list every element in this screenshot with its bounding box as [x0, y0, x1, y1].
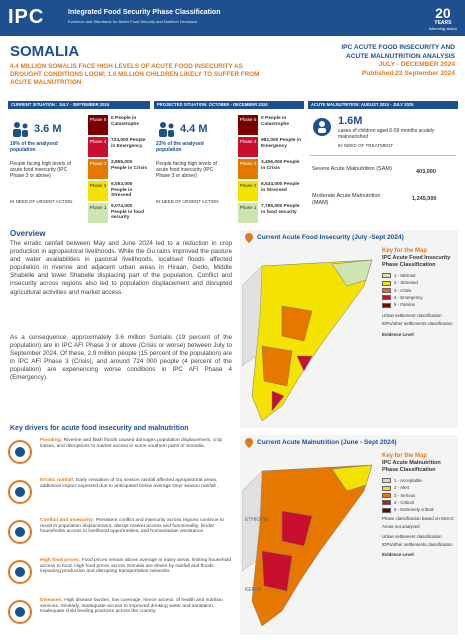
phase-label: Phase 3	[88, 159, 108, 179]
map2-key-sub: IPC Acute Malnutrition Phase Classification	[382, 460, 441, 473]
current-situation-panel	[8, 101, 150, 226]
phase-description: 724,000 People in Emergency	[111, 138, 146, 149]
driver-title: High food prices:	[40, 558, 81, 563]
legend-swatch	[382, 478, 391, 483]
ipc-tagline: Evidence and Standards for Better Food Security and Nutrition Decisions	[68, 19, 198, 24]
map2-muac: Phase classification based on MUAC	[382, 515, 454, 521]
map-pin-icon	[244, 233, 254, 243]
phase-description: 0 People in Catastrophe	[111, 116, 139, 127]
projected-phase-list	[238, 111, 302, 226]
legend-label: 2 - Alert	[394, 485, 410, 491]
map1-evidence: Evidence Level	[382, 331, 414, 337]
report-title-line2: ACUTE MALNUTRITION ANALYSIS	[345, 52, 455, 60]
driver-title: Flooding:	[40, 438, 63, 443]
legend-entry	[382, 288, 456, 293]
projected-facing: People facing high levels of acute food insecurity (IPC Phase 3 or above)	[156, 161, 217, 179]
legend-label: 3 - Crisis	[394, 287, 412, 293]
anniversary-label: YEARS	[434, 20, 452, 26]
legend-entry	[382, 302, 456, 307]
legend-entry	[382, 493, 456, 498]
map-pin-icon	[244, 438, 254, 448]
country-title: SOMALIA	[10, 43, 80, 60]
legend-swatch	[382, 493, 391, 498]
population-icon	[157, 121, 177, 137]
phase-label: Phase 5	[88, 115, 108, 135]
phase-label: Phase 3	[238, 159, 258, 179]
header-banner	[0, 0, 465, 36]
map2-legend	[382, 453, 456, 557]
legend-swatch	[382, 288, 391, 293]
rain-icon	[8, 480, 32, 504]
legend-entry	[382, 507, 456, 512]
mam-label: Moderate Acute Malnutrition (MAM)	[312, 193, 381, 206]
phase-description: 9,074,000 People in food security	[111, 204, 145, 220]
malnutrition-total: 1.6M	[338, 115, 363, 127]
child-icon	[312, 117, 332, 137]
map1-key-title: Key for the Map	[382, 248, 428, 254]
map2-key-title: Key for the Map	[382, 453, 428, 459]
projected-total-desc: 23% of the analysed population	[156, 141, 204, 153]
sam-value: 403,000	[416, 169, 436, 175]
driver-text: Early cessation of Gu season rainfall affected agropastoral areas, additional impact expected due to anticipated below average Deyr season rainfall .	[40, 478, 219, 489]
map1-legend	[382, 248, 456, 337]
ipc-title: Integrated Food Security Phase Classification	[68, 9, 221, 16]
legend-label: 1 - Minimal	[394, 273, 416, 278]
drivers-title: Key drivers for acute food insecurity and malnutrition	[10, 425, 189, 432]
sam-label: Severe Acute Malnutrition (SAM)	[312, 166, 392, 172]
map2-label-kenya: KENYA	[245, 587, 262, 593]
projected-total: 4.4 M	[180, 123, 208, 135]
legend-swatch	[382, 508, 391, 513]
legend-entry	[382, 485, 456, 490]
phase-label: Phase 5	[238, 115, 258, 135]
legend-swatch	[382, 273, 391, 278]
price-icon	[8, 560, 32, 584]
anniversary-sub: informing action	[428, 26, 457, 31]
malnutrition-panel	[308, 101, 458, 226]
legend-label: 4 - Critical	[394, 500, 414, 506]
map2-label-ethiopia: ETHIOPIA	[245, 517, 269, 523]
phase-description: 0 People in Catastrophe	[261, 116, 289, 127]
phase-label: Phase 2	[238, 181, 258, 201]
driver-title: Conflict and insecurity:	[40, 518, 95, 523]
phase-label: Phase 1	[88, 203, 108, 223]
map1-urban: Urban settlement classification	[382, 312, 442, 318]
legend-swatch	[382, 295, 391, 300]
map2-urban: Urban settlement classification	[382, 533, 442, 539]
phase-description: 6,053,000 People in Stressed	[111, 182, 133, 198]
projected-need: IN NEED OF URGENT ACTION	[156, 199, 219, 204]
driver-title: Diseases:	[40, 598, 63, 603]
phase-description: 7,785,000 People in food security	[261, 204, 300, 215]
map1-idp: IDPs/other settlements classification	[382, 320, 453, 326]
map2-title: Current Acute Malnutrition (June - Sept 2024)	[257, 439, 397, 446]
current-total: 3.6 M	[34, 123, 62, 135]
map2-idp: IDPs/other settlements classification	[382, 541, 453, 547]
legend-entry	[382, 273, 456, 278]
current-facing: People facing high levels of acute food insecurity (IPC Phase 3 or above)	[10, 161, 71, 179]
current-header: CURRENT SITUATION : JULY - SEPTEMBER 2024	[8, 101, 150, 109]
driver-item	[8, 438, 233, 478]
phase-label: Phase 2	[88, 181, 108, 201]
malnutrition-header: ACUTE MALNUTRITION: AUGUST 2024 - JULY 2025	[308, 101, 458, 109]
driver-item	[8, 518, 233, 558]
population-icon	[11, 121, 31, 137]
somalia-food-map	[242, 246, 382, 426]
headline: 4.4 MILLION SOMALIS FACE HIGH LEVELS OF ACUTE FOOD INSECURITY AS DROUGHT CONDITIONS LOOM; 1.6 MILLION CHILDREN LIKELY TO SUFFER FROM ACUTE MALNUTRITION	[10, 63, 260, 86]
legend-label: 5 - Famine	[394, 302, 415, 308]
current-total-desc: 19% of the analysed population	[10, 141, 58, 153]
current-phase-list	[88, 111, 150, 226]
legend-entry	[382, 280, 456, 285]
phase-label: Phase 4	[238, 137, 258, 157]
legend-entry	[382, 295, 456, 300]
conflict-icon	[8, 520, 32, 544]
legend-label: 3 - Serious	[394, 492, 416, 498]
report-title	[255, 44, 455, 78]
legend-label: 4 - Emergency	[394, 295, 423, 301]
driver-item	[8, 598, 233, 638]
anniversary-logo	[429, 6, 457, 31]
legend-label: 1 - Acceptable	[394, 478, 422, 483]
driver-text: Riverine and flash floods caused damages population displacement, crop losses, and disruptions to market access in some southern parts of Somalia.	[40, 438, 223, 449]
report-period: JULY - DECEMBER 2024	[378, 61, 455, 68]
driver-text: Persistent conflict and insecurity across regions continue to result in population displacement, disrupt market access and functionality, hinder households access to livelihood opportunities, and humanitarian assistance.	[40, 518, 225, 535]
ipc-logo: IPC	[8, 6, 45, 28]
driver-text: Food prices remain above average in many areas, limiting household access to food. High food prices across Somalia are driven by rainfall and floods impacting production and disrupting transportation networks.	[40, 558, 232, 575]
map2-evidence: Evidence Level	[382, 551, 414, 557]
legend-swatch	[382, 486, 391, 491]
mam-value: 1,245,000	[412, 196, 437, 202]
current-need: IN NEED OF URGENT ACTION	[10, 199, 73, 204]
anniversary-number: 20	[435, 5, 451, 21]
map1-key-sub: IPC Acute Food Insecurity Phase Classification	[382, 255, 451, 268]
legend-swatch	[382, 500, 391, 505]
phase-description: 3,406,000 People in Crisis	[261, 160, 300, 171]
report-published: Published 23 September 2024	[361, 69, 455, 77]
phase-description: 2,855,000 People in Crisis	[111, 160, 147, 171]
flood-icon	[8, 440, 32, 464]
projected-situation-panel	[154, 101, 304, 226]
somalia-malnutrition-map	[242, 451, 382, 631]
malnutrition-need: IN NEED OF TREATMENT	[338, 143, 394, 148]
phase-description: 982,000 People in Emergency	[261, 138, 301, 149]
phase-label: Phase 4	[88, 137, 108, 157]
legend-entry	[382, 500, 456, 505]
map1-title: Current Acute Food Insecurity (July -Sept 2024)	[257, 234, 404, 241]
legend-label: 5 - Extremely critical	[394, 507, 434, 513]
driver-item	[8, 478, 233, 518]
map2-not-analysed: Areas not analysed	[382, 523, 420, 529]
driver-item	[8, 558, 233, 598]
legend-swatch	[382, 281, 391, 286]
legend-swatch	[382, 303, 391, 308]
divider	[310, 155, 456, 156]
driver-text: High disease burden, low coverage, hence access, of health and nutrition services. Similarly, inadequate access to improved drinking water and sanitation. Inadequate child feeding practices across the country.	[40, 598, 223, 615]
driver-title: Erratic rainfall:	[40, 478, 75, 483]
projected-header: PROJECTED SITUATION: OCTOBER - DECEMBER 2024	[154, 101, 304, 109]
disease-icon	[8, 600, 32, 624]
malnutrition-map-panel	[240, 435, 458, 635]
phase-label: Phase 1	[238, 203, 258, 223]
food-insecurity-map-panel	[240, 230, 458, 428]
overview-paragraph-1: The erratic rainfall between May and June 2024 led to a reduction in crop production in agropastoral livelihoods. While the Gu rains improved the pasture and water availabilities in pastoral livelihoods, localised floods affected population in riverine and adjacent urban areas in Hiraan, Gedo, Middle Shabelle and lower Shabelle displacing part of the population. Conflict and insecurity across regions also led to population displacement and disrupted agricultural activities and market access.	[10, 240, 232, 296]
malnutrition-total-desc: cases of children aged 6-59 months acutely malnourished	[338, 128, 435, 140]
phase-description: 6,534,000 People in Stressed	[261, 182, 300, 193]
report-title-line1: IPC ACUTE FOOD INSECURITY AND	[341, 44, 455, 51]
overview-paragraph-2: As a consequence, approximately 3.6 million Somalis (19 percent of the population) are in IPC AFI Phase 3 or above (Crisis or worse) between July to September 2024. Of these, 2.9 million people (15 percent of the population) are in IPC AFI Phase 3 (Crisis), and around 724 000 people (4 percent of the population) are experiencing worse conditions in IPC AFI Phase 4 (Emergency).	[10, 334, 232, 382]
legend-entry	[382, 478, 456, 483]
overview-title: Overview	[10, 229, 46, 238]
legend-label: 2 - Stressed	[394, 280, 418, 286]
